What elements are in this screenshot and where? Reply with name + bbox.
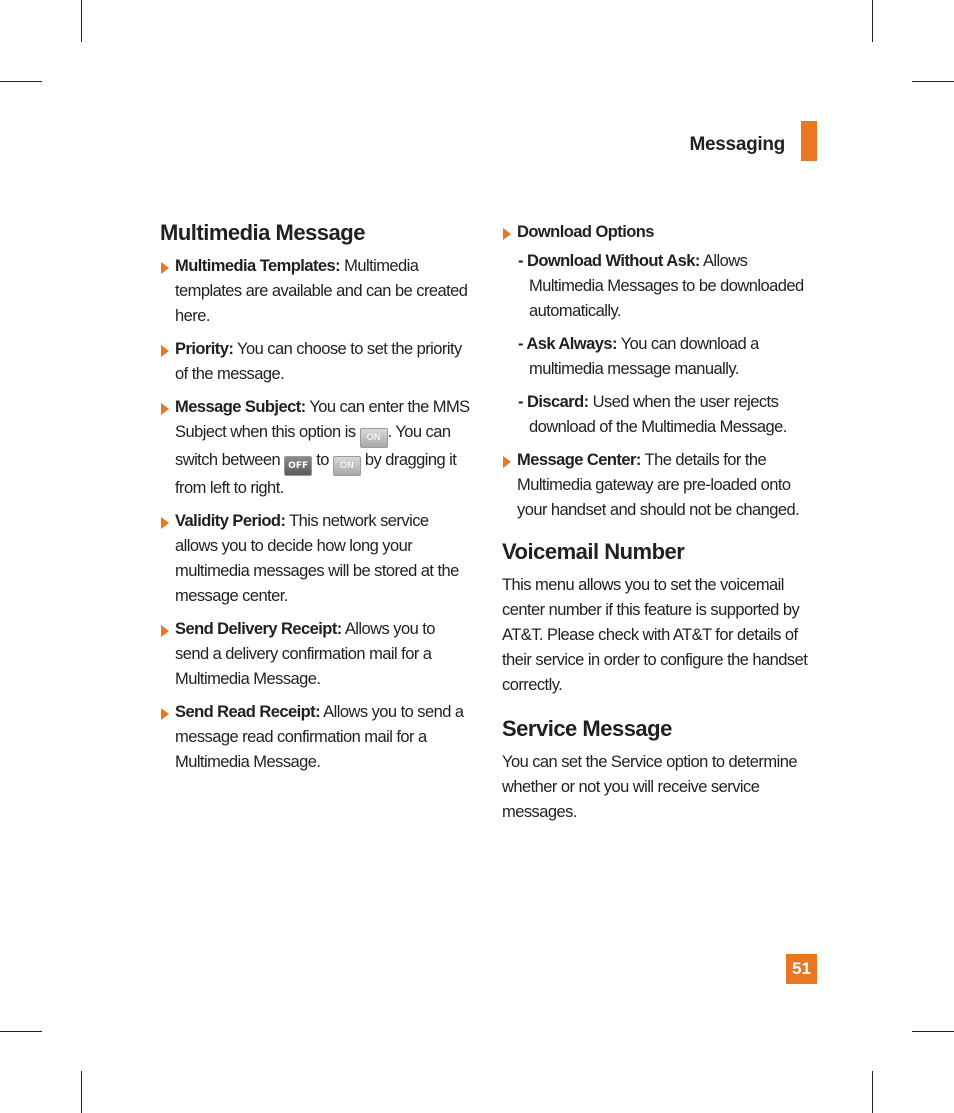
- bullet-arrow-icon: [161, 625, 169, 637]
- crop-mark-bottom-right-h: [912, 1031, 954, 1032]
- item-message-subject: [160, 395, 472, 501]
- item-text: Allows you to send a delivery confirmation mail for a Multimedia Message.: [175, 620, 435, 688]
- sub-text: You can download a multimedia message manually.: [529, 335, 759, 378]
- toggle-on-icon: ON: [333, 456, 361, 476]
- sub-label: - Ask Always:: [518, 335, 617, 353]
- bullet-arrow-icon: [161, 262, 169, 274]
- section-title: Messaging: [689, 134, 785, 155]
- crop-mark-bottom-left-h: [0, 1031, 42, 1032]
- item-label: Message Subject:: [175, 398, 306, 416]
- crop-mark-top-left-v: [81, 0, 82, 42]
- crop-mark-top-left-h: [0, 81, 42, 82]
- item-validity-period: [160, 509, 472, 609]
- item-download-options: [502, 220, 820, 245]
- bullet-arrow-icon: [503, 228, 511, 240]
- item-label: Send Read Receipt:: [175, 703, 321, 721]
- sub-label: - Download Without Ask:: [518, 252, 700, 270]
- item-text: Multimedia templates are available and can be created here.: [175, 257, 468, 325]
- bullet-arrow-icon: [161, 708, 169, 720]
- item-label: Validity Period:: [175, 512, 286, 530]
- item-text: . You can switch between: [175, 423, 451, 469]
- item-text: This network service allows you to decide how long your multimedia messages will be stored at the message center.: [175, 512, 459, 605]
- heading-service-message: Service Message: [502, 716, 672, 741]
- heading-voicemail-number: Voicemail Number: [502, 539, 685, 564]
- bullet-arrow-icon: [161, 403, 169, 415]
- item-multimedia-templates: [160, 254, 472, 329]
- sub-text: Allows Multimedia Messages to be downloaded automatically.: [529, 252, 804, 320]
- item-text: You can choose to set the priority of the message.: [175, 340, 462, 383]
- sub-ask-always: [503, 332, 820, 382]
- page-number: 51: [786, 954, 817, 984]
- right-column: [502, 220, 820, 835]
- item-label: Priority:: [175, 340, 234, 358]
- left-column: [160, 218, 472, 783]
- crop-mark-top-right-v: [872, 0, 873, 42]
- sub-download-without-ask: [503, 249, 820, 324]
- item-text: by dragging it from left to right.: [175, 451, 457, 497]
- bullet-arrow-icon: [503, 456, 511, 468]
- item-text: You can enter the MMS Subject when this option is: [175, 398, 470, 441]
- item-send-delivery-receipt: [160, 617, 472, 692]
- item-label: Message Center:: [517, 451, 641, 469]
- item-label: Download Options: [517, 223, 654, 241]
- item-label: Multimedia Templates:: [175, 257, 341, 275]
- sub-discard: [503, 390, 820, 440]
- item-text: The details for the Multimedia gateway are pre-loaded onto your handset and should not be changed.: [517, 451, 800, 519]
- sub-text: Used when the user rejects download of the Multimedia Message.: [529, 393, 787, 436]
- item-send-read-receipt: [160, 700, 472, 775]
- sub-label: - Discard:: [518, 393, 589, 411]
- item-text: to: [312, 451, 333, 469]
- toggle-on-icon: ON: [360, 428, 388, 448]
- heading-multimedia-message: Multimedia Message: [160, 220, 365, 245]
- crop-mark-top-right-h: [912, 81, 954, 82]
- item-text: Allows you to send a message read confirmation mail for a Multimedia Message.: [175, 703, 464, 771]
- bullet-arrow-icon: [161, 345, 169, 357]
- item-message-center: [502, 448, 820, 523]
- section-tab-marker: [801, 121, 817, 161]
- crop-mark-bottom-left-v: [81, 1071, 82, 1113]
- item-label: Send Delivery Receipt:: [175, 620, 342, 638]
- crop-mark-bottom-right-v: [872, 1071, 873, 1113]
- toggle-off-icon: OFF: [284, 456, 312, 476]
- voicemail-description: This menu allows you to set the voicemail center number if this feature is supported by AT&T. Please check with AT&T for details of their service in order to configure the handset correctly.: [502, 576, 808, 694]
- bullet-arrow-icon: [161, 517, 169, 529]
- item-priority: [160, 337, 472, 387]
- service-description: You can set the Service option to determine whether or not you will receive service messages.: [502, 753, 797, 821]
